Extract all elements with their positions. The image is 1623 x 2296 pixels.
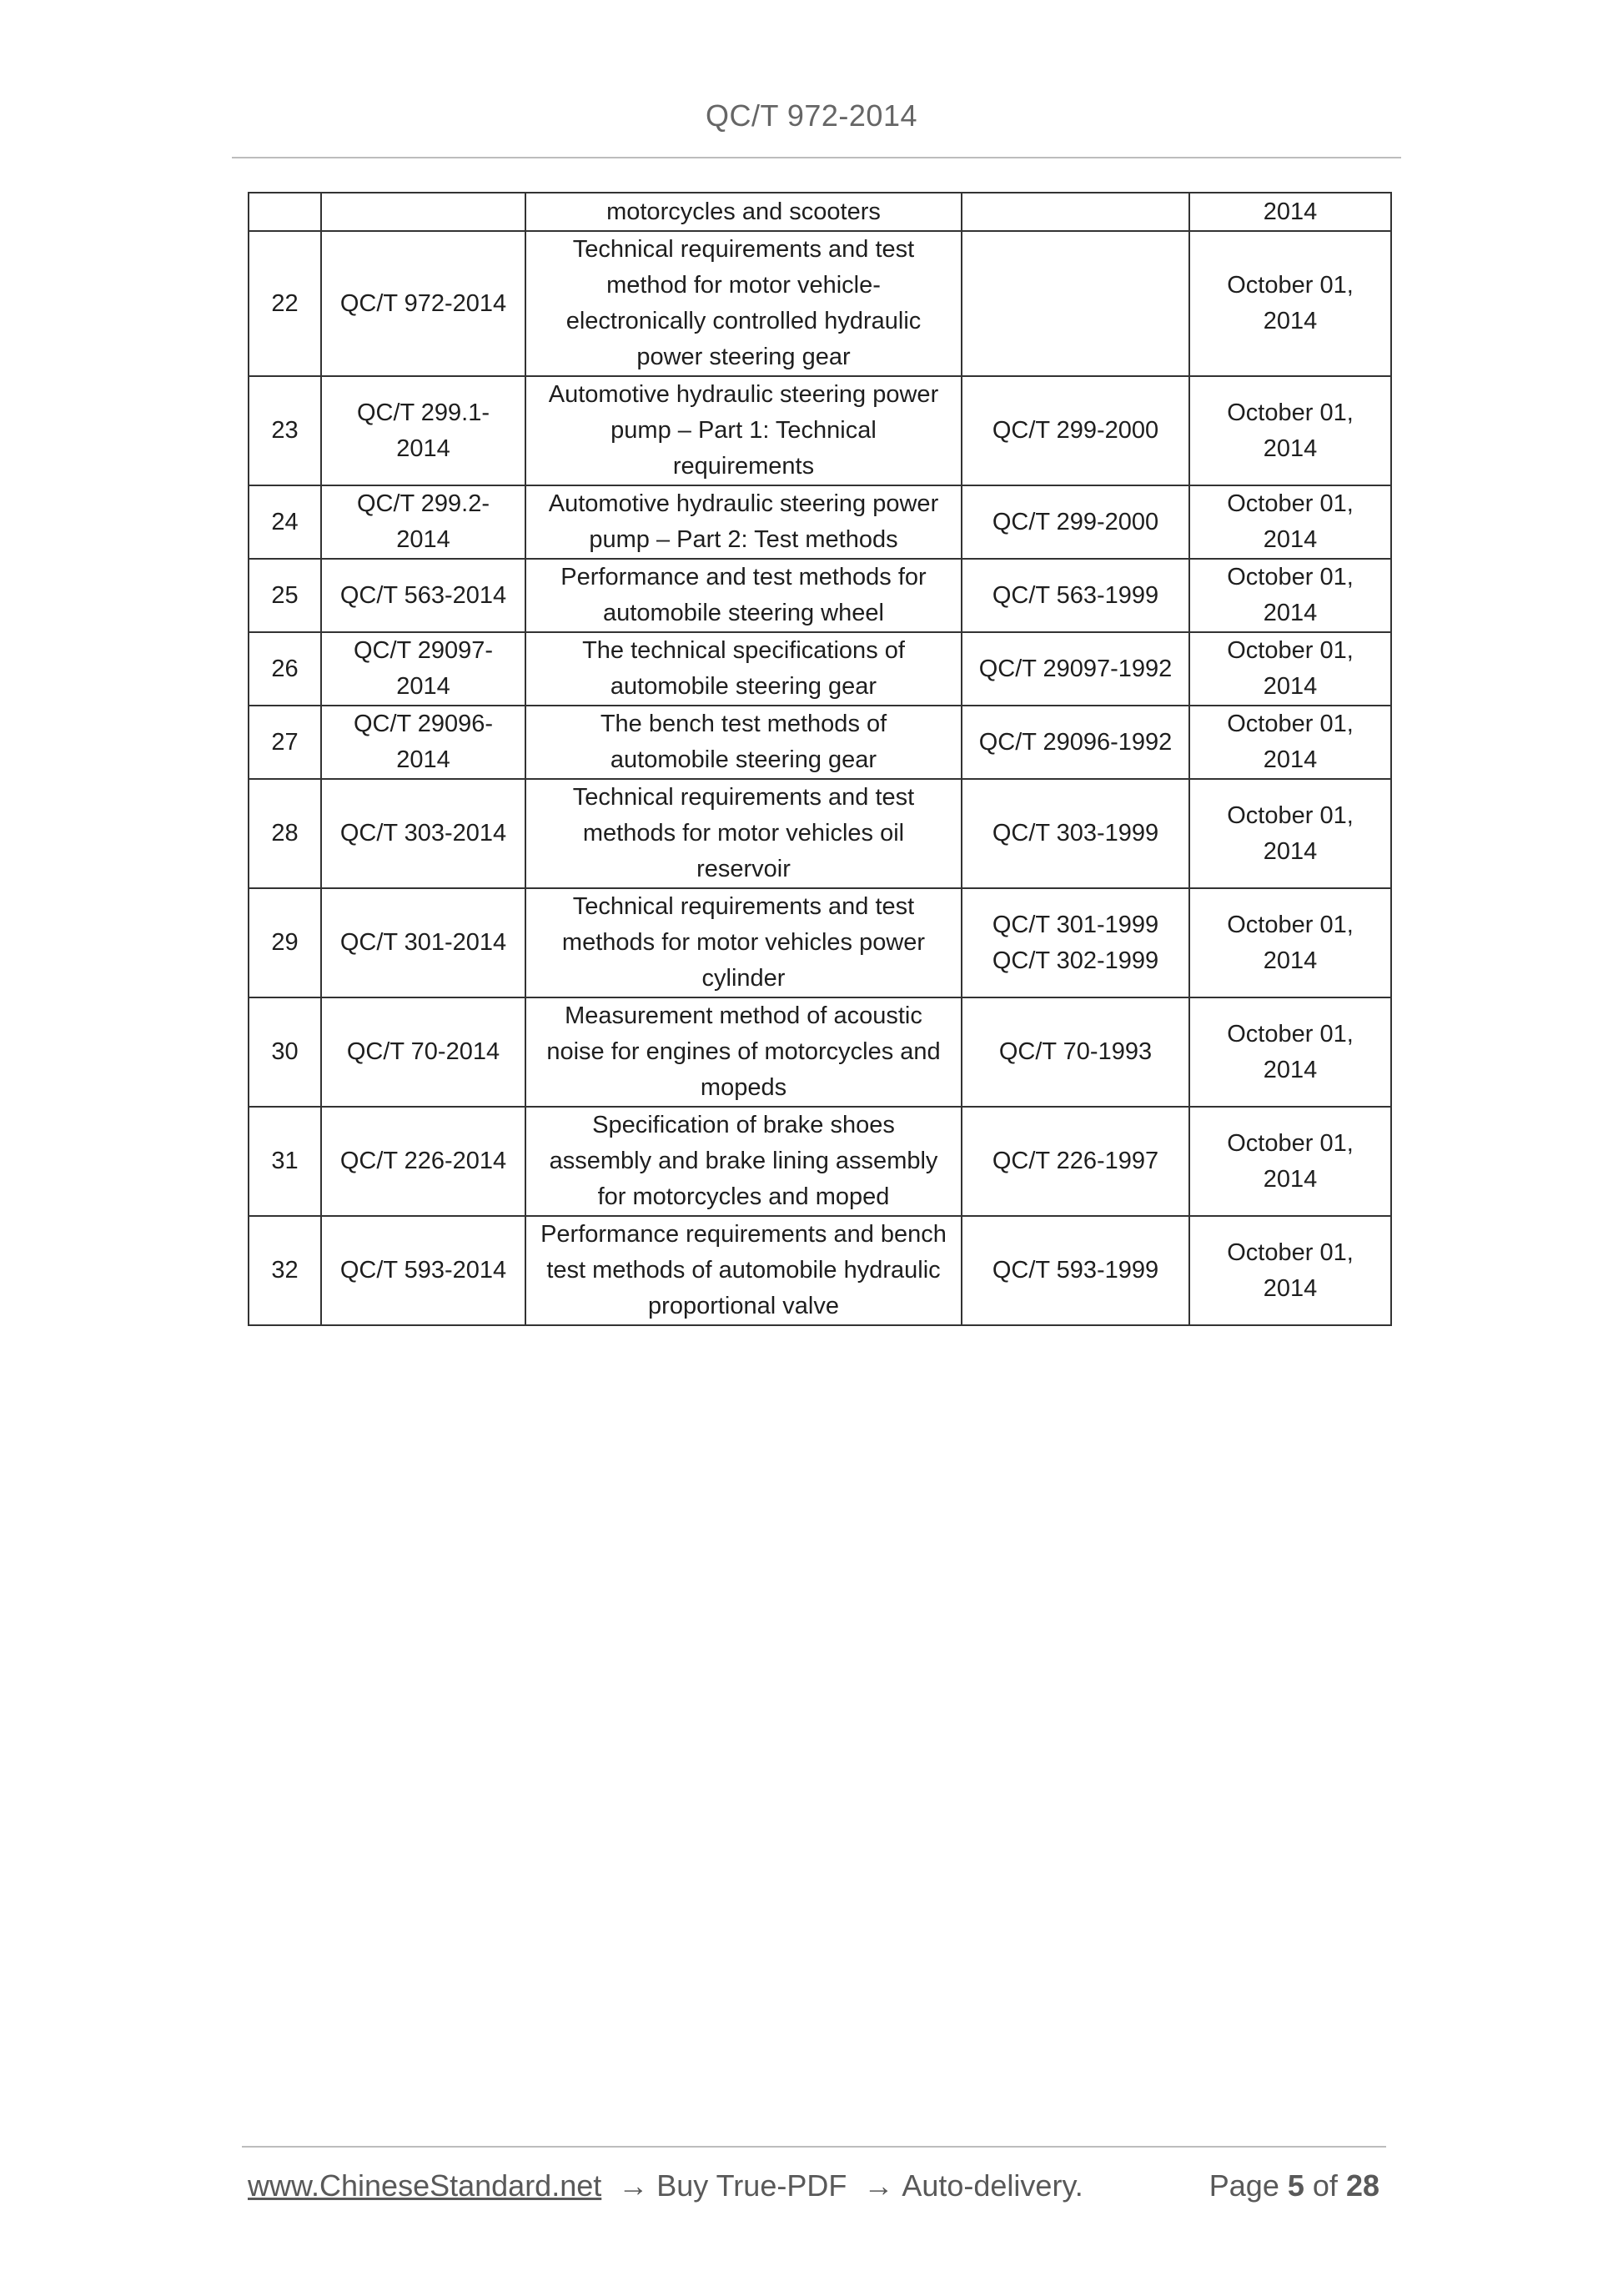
cell-line: October 01, <box>1227 1020 1354 1048</box>
cell-line: 2014 <box>1263 1165 1318 1193</box>
cell-number: 22 <box>249 231 321 376</box>
cell-number: 30 <box>249 997 321 1107</box>
cell-standard-name <box>525 888 962 997</box>
cell-standard-name <box>525 193 962 231</box>
cell-line: automobile steering wheel <box>603 600 884 626</box>
cell-implementation-date <box>1189 376 1391 485</box>
cell-line: 2014 <box>1263 600 1318 626</box>
cell-line: October 01, <box>1227 637 1354 664</box>
table-row <box>249 485 1391 559</box>
cell-number: 28 <box>249 779 321 888</box>
cell-line: motorcycles and scooters <box>606 198 881 225</box>
cell-line: October 01, <box>1227 564 1354 590</box>
cell-line: QC/T 299-2000 <box>992 508 1159 535</box>
cell-line: QC/T 29097- <box>353 637 494 664</box>
cell-number <box>249 193 321 231</box>
table-row <box>249 559 1391 632</box>
cell-number: 24 <box>249 485 321 559</box>
table-row <box>249 632 1391 706</box>
cell-line: Automotive hydraulic steering power <box>548 490 939 517</box>
table-row <box>249 376 1391 485</box>
cell-line: 2014 <box>1263 746 1318 773</box>
cell-replaced-standard <box>962 485 1189 559</box>
cell-line: method for motor vehicle- <box>606 272 881 299</box>
cell-line: QC/T 226-2014 <box>339 1148 507 1174</box>
cell-standard-code <box>321 376 525 485</box>
cell-number: 31 <box>249 1107 321 1216</box>
cell-line: 2014 <box>1263 435 1318 462</box>
cell-line: 2014 <box>1263 308 1318 334</box>
cell-implementation-date <box>1189 1216 1391 1325</box>
cell-line: reservoir <box>696 856 791 882</box>
cell-replaced-standard <box>962 632 1189 706</box>
cell-line: October 01, <box>1227 1129 1354 1157</box>
table-row <box>249 1107 1391 1216</box>
cell-line: October 01, <box>1227 490 1354 517</box>
cell-line: 2014 <box>396 673 450 700</box>
cell-line: methods for motor vehicles power <box>561 929 926 956</box>
table-row <box>249 1216 1391 1325</box>
cell-line: QC/T 593-1999 <box>992 1257 1159 1284</box>
cell-line: QC/T 29097-1992 <box>978 655 1173 682</box>
cell-line: The technical specifications of <box>582 637 905 664</box>
cell-line: QC/T 301-2014 <box>339 929 507 956</box>
cell-replaced-standard <box>962 1107 1189 1216</box>
cell-standard-code <box>321 632 525 706</box>
cell-replaced-standard <box>962 779 1189 888</box>
cell-line: 2014 <box>396 746 450 773</box>
cell-line: Performance requirements and bench <box>540 1221 947 1248</box>
cell-standard-code <box>321 779 525 888</box>
cell-line: assembly and brake lining assembly <box>549 1148 938 1174</box>
cell-line: 2014 <box>1263 837 1318 865</box>
cell-line: methods for motor vehicles oil <box>582 820 905 847</box>
cell-line: QC/T 301-1999 <box>992 911 1159 938</box>
cell-implementation-date <box>1189 485 1391 559</box>
cell-line: noise for engines of motorcycles and <box>546 1038 941 1065</box>
table-row <box>249 706 1391 779</box>
cell-line: Automotive hydraulic steering power <box>548 381 939 408</box>
cell-standard-name <box>525 1107 962 1216</box>
cell-line: QC/T 29096- <box>353 711 494 737</box>
document-code-header: QC/T 972-2014 <box>706 98 917 133</box>
cell-line: QC/T 29096-1992 <box>978 728 1173 756</box>
cell-standard-name <box>525 706 962 779</box>
cell-line: October 01, <box>1227 1238 1354 1266</box>
cell-standard-name <box>525 997 962 1107</box>
cell-line: 2014 <box>1263 1274 1318 1302</box>
cell-standard-code <box>321 1107 525 1216</box>
cell-line: for motorcycles and moped <box>597 1183 890 1210</box>
cell-standard-name <box>525 485 962 559</box>
page-indicator <box>1209 2168 1379 2203</box>
cell-implementation-date <box>1189 231 1391 376</box>
cell-line: QC/T 303-2014 <box>339 820 507 847</box>
cell-line: October 01, <box>1227 272 1354 299</box>
cell-replaced-standard <box>962 559 1189 632</box>
cell-line: QC/T 70-1993 <box>998 1038 1153 1065</box>
cell-line: automobile steering gear <box>610 673 877 700</box>
table-row <box>249 193 1391 231</box>
cell-number: 27 <box>249 706 321 779</box>
arrow-right-icon: → <box>863 2168 894 2203</box>
cell-line: 2014 <box>1263 947 1318 974</box>
cell-line: electronically controlled hydraulic <box>565 308 922 334</box>
page-word: Page <box>1208 2168 1279 2203</box>
table-row <box>249 997 1391 1107</box>
arrow-right-icon: → <box>618 2168 649 2203</box>
buy-true-pdf-text: Buy True-PDF <box>656 2168 847 2203</box>
cell-standard-code <box>321 485 525 559</box>
cell-line: 2014 <box>1263 198 1318 225</box>
page-number: 5 <box>1287 2168 1304 2203</box>
cell-line: Measurement method of acoustic <box>565 1002 922 1029</box>
cell-line: 2014 <box>396 435 450 462</box>
table-row <box>249 779 1391 888</box>
table-row <box>249 231 1391 376</box>
cell-line: Performance and test methods for <box>560 564 927 590</box>
cell-number: 25 <box>249 559 321 632</box>
of-word: of <box>1312 2168 1338 2203</box>
footer-divider <box>242 2146 1386 2148</box>
table-row <box>249 888 1391 997</box>
cell-line: October 01, <box>1227 399 1354 426</box>
cell-line: 2014 <box>1263 673 1318 700</box>
cell-line: test methods of automobile hydraulic <box>546 1257 941 1284</box>
cell-line: automobile steering gear <box>610 746 877 773</box>
cell-implementation-date <box>1189 997 1391 1107</box>
cell-standard-name <box>525 1216 962 1325</box>
cell-standard-code <box>321 888 525 997</box>
header-divider <box>232 157 1401 158</box>
cell-line: pump – Part 2: Test methods <box>589 526 898 553</box>
cell-line: QC/T 303-1999 <box>992 820 1159 847</box>
cell-line: power steering gear <box>636 344 851 370</box>
auto-delivery-text: Auto-delivery. <box>902 2168 1083 2203</box>
cell-implementation-date <box>1189 779 1391 888</box>
footer-links <box>248 2168 1083 2203</box>
cell-standard-code <box>321 1216 525 1325</box>
cell-standard-name <box>525 632 962 706</box>
cell-replaced-standard <box>962 888 1189 997</box>
cell-line: QC/T 972-2014 <box>339 289 507 317</box>
cell-line: QC/T 563-2014 <box>339 581 507 609</box>
cell-line: QC/T 593-2014 <box>339 1257 507 1284</box>
cell-line: QC/T 299.2- <box>356 490 490 517</box>
site-link[interactable]: www.ChineseStandard.net <box>248 2168 602 2203</box>
cell-standard-code <box>321 231 525 376</box>
cell-standard-name <box>525 231 962 376</box>
cell-line: 2014 <box>396 526 450 553</box>
cell-line: requirements <box>672 453 815 480</box>
cell-line: Technical requirements and test <box>572 784 915 811</box>
cell-standard-code <box>321 997 525 1107</box>
cell-line: 2014 <box>1263 1056 1318 1083</box>
cell-line: October 01, <box>1227 711 1354 737</box>
cell-replaced-standard <box>962 193 1189 231</box>
cell-replaced-standard <box>962 706 1189 779</box>
cell-line: October 01, <box>1227 801 1354 829</box>
cell-line: Technical requirements and test <box>572 236 915 263</box>
cell-implementation-date <box>1189 888 1391 997</box>
cell-line: October 01, <box>1227 911 1354 938</box>
cell-line: 2014 <box>1263 526 1318 553</box>
cell-standard-name <box>525 559 962 632</box>
cell-number: 29 <box>249 888 321 997</box>
cell-line: Technical requirements and test <box>572 893 915 920</box>
cell-line: cylinder <box>701 965 786 992</box>
cell-line: QC/T 302-1999 <box>992 947 1159 974</box>
cell-implementation-date <box>1189 193 1391 231</box>
cell-line: Specification of brake shoes <box>592 1112 895 1138</box>
cell-implementation-date <box>1189 1107 1391 1216</box>
cell-implementation-date <box>1189 632 1391 706</box>
cell-standard-name <box>525 779 962 888</box>
cell-line: pump – Part 1: Technical <box>611 417 877 444</box>
cell-implementation-date <box>1189 559 1391 632</box>
cell-line: QC/T 70-2014 <box>346 1038 500 1065</box>
cell-line: The bench test methods of <box>600 711 887 737</box>
cell-number: 26 <box>249 632 321 706</box>
cell-line: QC/T 299-2000 <box>992 417 1159 444</box>
cell-line: QC/T 563-1999 <box>992 581 1159 609</box>
page-total: 28 <box>1345 2168 1379 2203</box>
cell-standard-code <box>321 559 525 632</box>
cell-standard-code <box>321 193 525 231</box>
cell-standard-name <box>525 376 962 485</box>
cell-line: mopeds <box>700 1074 787 1101</box>
cell-replaced-standard <box>962 997 1189 1107</box>
cell-line: QC/T 226-1997 <box>992 1148 1159 1174</box>
cell-number: 32 <box>249 1216 321 1325</box>
cell-implementation-date <box>1189 706 1391 779</box>
cell-replaced-standard <box>962 376 1189 485</box>
standards-table <box>248 192 1392 1326</box>
cell-replaced-standard <box>962 1216 1189 1325</box>
cell-replaced-standard <box>962 231 1189 376</box>
cell-standard-code <box>321 706 525 779</box>
standards-table-body <box>249 193 1391 1325</box>
cell-line: QC/T 299.1- <box>356 399 490 426</box>
cell-number: 23 <box>249 376 321 485</box>
cell-line: proportional valve <box>648 1293 839 1319</box>
